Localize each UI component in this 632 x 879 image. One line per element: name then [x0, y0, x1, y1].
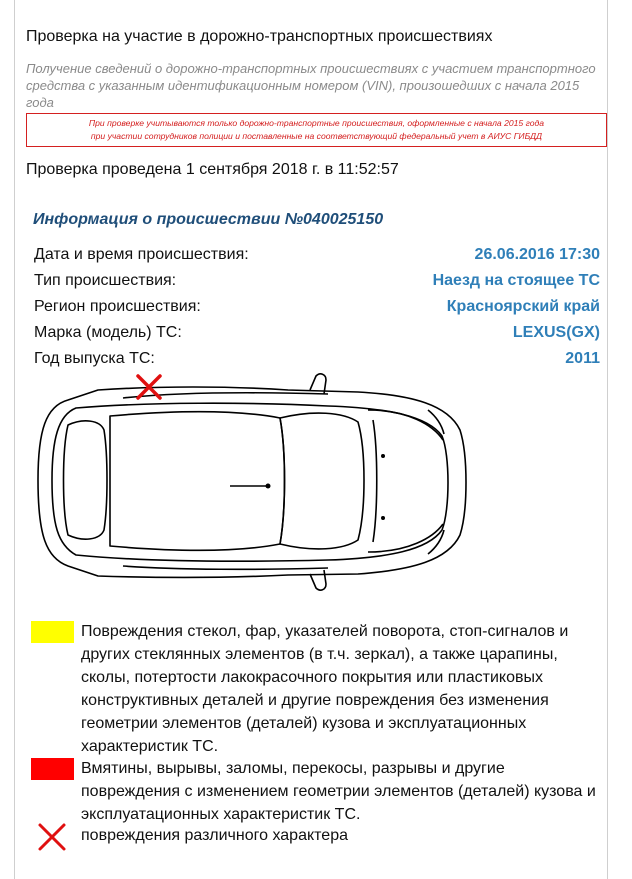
field-value: 26.06.2016 17:30	[474, 246, 600, 263]
legend-text-yellow: Повреждения стекол, фар, указателей поворота, стоп-сигналов и других стеклянных элементов (в т.ч. зеркал), а также царапины, сколы, потертости лакокрасочного покрытия или пластиковых конструктивных деталей и другие повреждения без изменения геометрии элементов (деталей) кузова и эксплуатационных характеристик ТС.	[81, 623, 569, 755]
legend-swatch-yellow	[31, 621, 74, 643]
field-value: LEXUS(GX)	[512, 324, 600, 341]
page-title: Проверка на участие в дорожно-транспортных происшествиях	[26, 28, 493, 45]
check-time: Проверка проведена 1 сентября 2018 г. в 11:52:57	[26, 161, 399, 178]
warning-line-2: при участии сотрудников полиции и поставленные на соответствующий федеральный учет в АИУС ГИБДД	[90, 131, 543, 141]
hood-dot-2	[381, 516, 385, 520]
field-label: Регион происшествия:	[34, 298, 201, 315]
field-row-datetime	[34, 246, 600, 270]
field-label: Год выпуска ТС:	[34, 350, 155, 367]
field-row-region	[34, 298, 600, 322]
hood-dot-1	[381, 454, 385, 458]
field-label: Марка (модель) ТС:	[34, 324, 182, 341]
incident-title: Информация о происшествии №040025150	[33, 211, 384, 228]
field-label: Дата и время происшествия:	[34, 246, 249, 263]
field-value: Красноярский край	[446, 298, 600, 315]
warning-line-1: При проверке учитываются только дорожно-транспортные происшествия, оформленные с начала 2015 года	[88, 118, 545, 128]
legend-text-x: повреждения различного характера	[81, 827, 348, 844]
legend-text-red: Вмятины, вырывы, заломы, перекосы, разрывы и другие повреждения с изменением геометрии элементов (деталей) кузова и эксплуатационных характеристик ТС.	[81, 760, 596, 823]
field-label: Тип происшествия:	[34, 272, 177, 289]
field-value: Наезд на стоящее ТС	[432, 272, 600, 289]
field-row-type	[34, 272, 600, 296]
legend-swatch-red	[31, 758, 74, 780]
field-row-model	[34, 324, 600, 348]
legend-x-icon	[37, 822, 67, 852]
field-value: 2011	[565, 350, 600, 367]
antenna-dot	[266, 484, 271, 489]
warning-box	[26, 113, 607, 147]
mirror-right	[310, 570, 326, 590]
page-description: Получение сведений о дорожно-транспортных происшествиях с участием транспортного средства с указанным идентификационным номером (VIN), произошедших с начала 2015 года	[26, 61, 596, 110]
car-damage-diagram	[28, 370, 473, 600]
